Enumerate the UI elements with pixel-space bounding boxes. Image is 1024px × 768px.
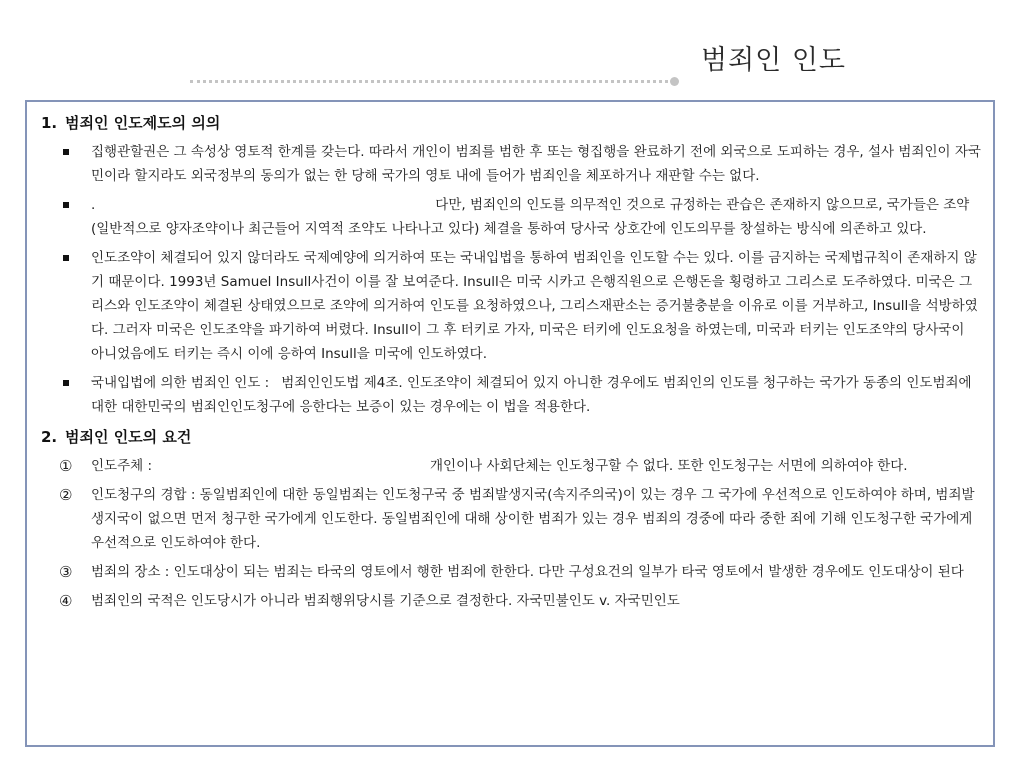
- item-text: 인도청구의 경합 : 동일범죄인에 대한 동일범죄는 인도청구국 중 범죄발생지국(속지주의국)이 있는 경우 그 국가에 우선적으로 인도하여야 하며, 범죄발생지국이 없으면 먼저 청구한 국가에게 인도한다. 동일범죄인에 대해 상이한 범죄가 있는 경우 범죄의 경중에 따라 중한 죄에 기해 인도청구한 국가에게 우선적으로 인도하여야 한다.: [91, 487, 975, 551]
- section-1-bullet-1: [41, 140, 981, 188]
- item-text: 범죄의 장소 : 인도대상이 되는 범죄는 타국의 영토에서 행한 범죄에 한한다. 다만 구성요건의 일부가 타국 영토에서 발생한 경우에도 인도대상이 된다: [91, 564, 964, 580]
- circled-number-3: ③: [59, 563, 73, 581]
- section-2-title: 범죄인 인도의 요건: [65, 428, 192, 446]
- section-1-bullet-3: [41, 246, 981, 366]
- bullet-text: 인도조약이 체결되어 있지 않더라도 국제예양에 의거하여 또는 국내입법을 통하여 범죄인을 인도할 수는 있다. 이를 금지하는 국제법규칙이 존재하지 않기 때문이다. 1993년 Samuel Insull사건이 이를 잘 보여준다. Insull은 미국 시카고 은행직원으로 은행돈을 횡령하고 그리스로 도주하였다. 미국은 그리스와 인도조약이 체결된 상태였으므로 조약에 의거하여 인도를 요청하였으나, 그리스재판소는 증거불충분을 이유로 이를 거부하고, Insull을 석방하였다. 그러자 미국은 인도조약을 파기하여 버렸다. Insull이 그 후 터키로 가자, 미국은 터키에 인도요청을 하였는데, 미국과 터키는 인도조약의 당사국이 아니었음에도 터키는 즉시 이에 응하여 Insull을 미국에 인도하였다.: [91, 250, 978, 362]
- circled-number-1: ①: [59, 457, 73, 475]
- section-2-number: 2.: [41, 428, 58, 446]
- section-1-bullet-2: [41, 193, 981, 241]
- square-bullet-icon: [63, 380, 69, 386]
- bullet-label: 국내입법에 의한 범죄인 인도 :: [91, 375, 270, 391]
- square-bullet-icon: [63, 202, 69, 208]
- section-2-item-4: [41, 589, 981, 613]
- square-bullet-icon: [63, 149, 69, 155]
- bullet-text: 다만, 범죄인의 인도를 의무적인 것으로 규정하는 관습은 존재하지 않으므로, 국가들은 조약(일반적으로 양자조약이나 최근들어 지역적 조약도 나타나고 있다) 체결을 통하여 당사국 상호간에 인도의무를 창설하는 방식에 의존하고 있다.: [91, 197, 970, 237]
- section-2-item-3: [41, 560, 981, 584]
- section-2-heading: [41, 424, 981, 450]
- square-bullet-icon: [63, 255, 69, 261]
- slide-title: 범죄인 인도: [701, 45, 846, 76]
- bullet-text: 집행관할권은 그 속성상 영토적 한계를 갖는다. 따라서 개인이 범죄를 범한 후 또는 형집행을 완료하기 전에 외국으로 도피하는 경우, 설사 범죄인이 자국민이라 할지라도 외국정부의 동의가 없는 한 당해 국가의 영토 내에 들어가 범죄인을 체포하거나 재판할 수는 없다.: [91, 144, 981, 184]
- circled-number-4: ④: [59, 592, 73, 610]
- item-text: 범죄인의 국적은 인도당시가 아니라 범죄행위당시를 기준으로 결정한다. 자국민불인도 v. 자국민인도: [91, 593, 680, 609]
- title-rule-end-dot: [670, 77, 679, 86]
- content-panel: [25, 100, 995, 747]
- section-1-title: 범죄인 인도제도의 의의: [65, 114, 221, 132]
- title-dotted-rule: [190, 80, 674, 83]
- section-1-bullet-4: [41, 371, 981, 419]
- content-body: [41, 110, 981, 618]
- section-2-item-2: [41, 483, 981, 555]
- section-1-heading: [41, 110, 981, 136]
- section-1-number: 1.: [41, 114, 58, 132]
- item-text: 개인이나 사회단체는 인도청구할 수 없다. 또한 인도청구는 서면에 의하여야 한다.: [430, 458, 908, 474]
- item-label: 인도주체 :: [91, 458, 153, 474]
- circled-number-2: ②: [59, 486, 73, 504]
- bullet-prefix: .: [91, 197, 96, 213]
- section-2-item-1: [41, 454, 981, 478]
- bullet-text: 범죄인인도법 제4조. 인도조약이 체결되어 있지 아니한 경우에도 범죄인의 인도를 청구하는 국가가 동종의 인도범죄에 대한 대한민국의 범죄인인도청구에 응한다는 보증이 있는 경우에는 이 법을 적용한다.: [91, 375, 972, 415]
